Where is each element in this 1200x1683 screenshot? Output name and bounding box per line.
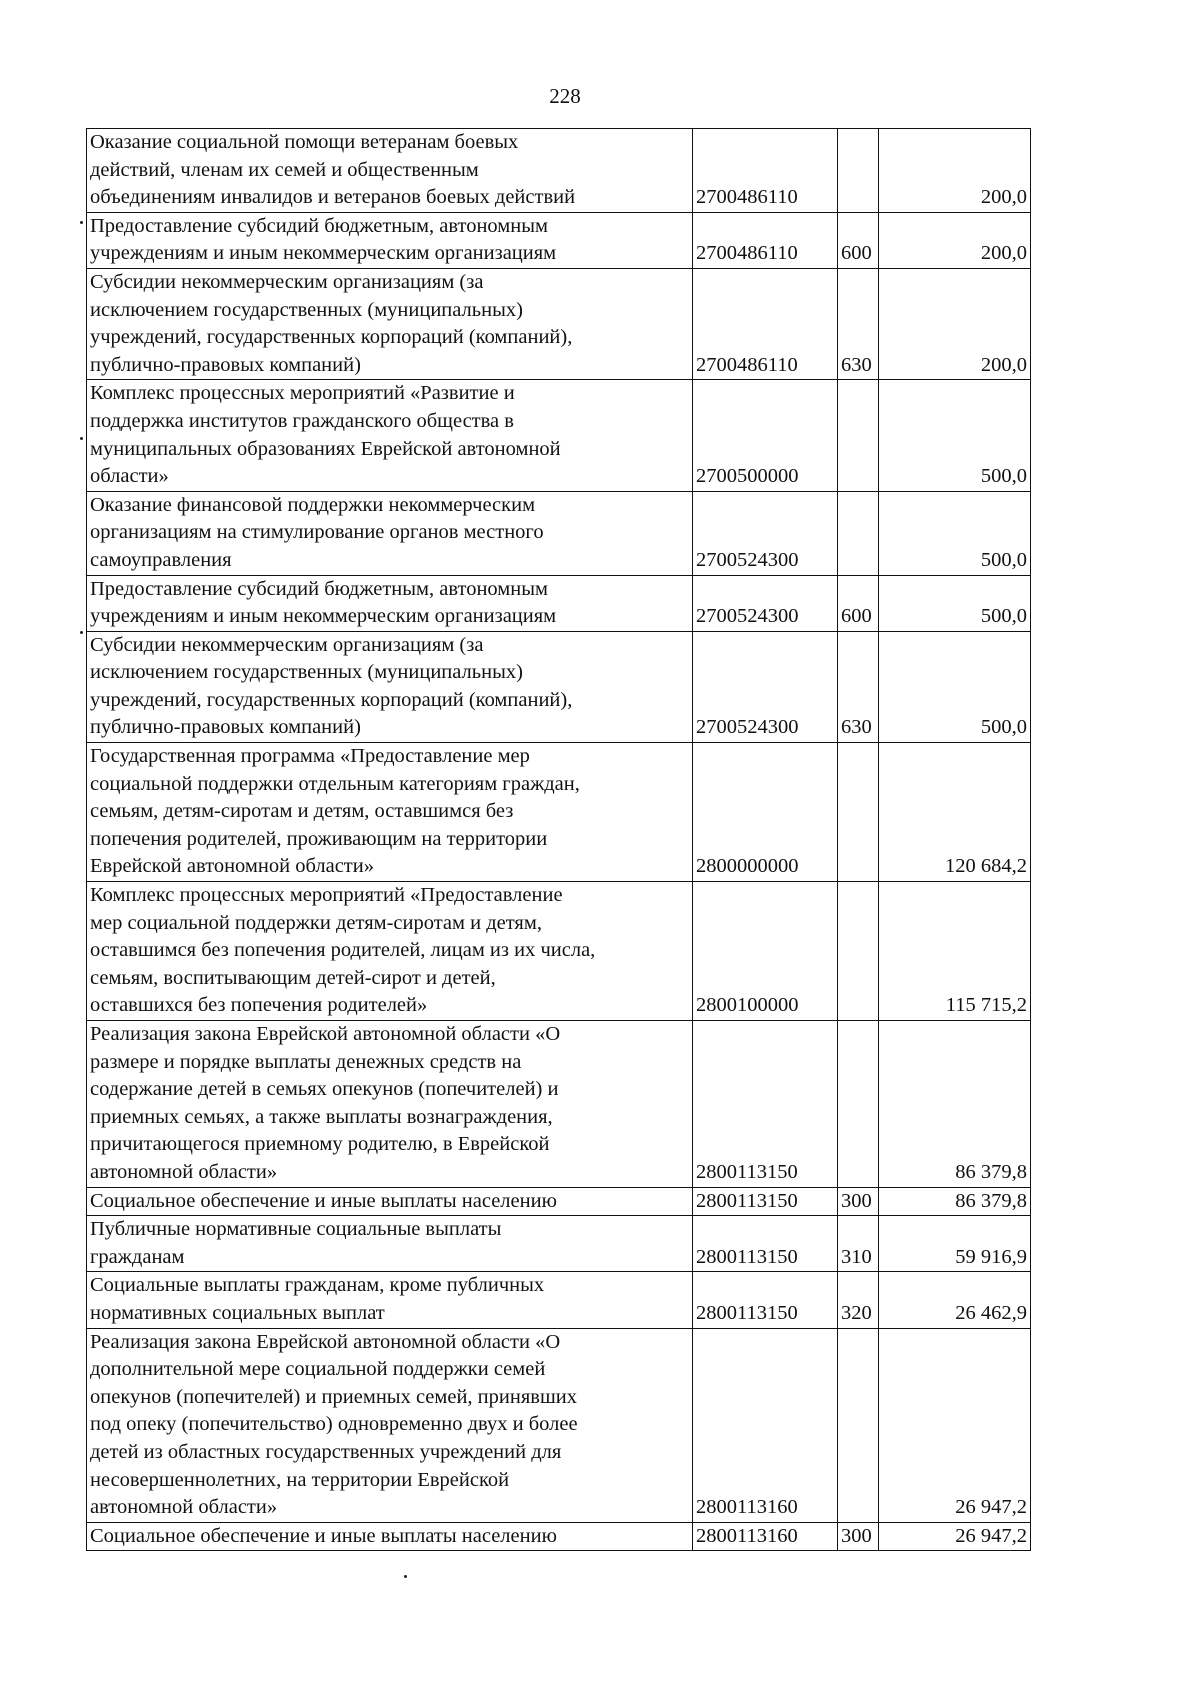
table-row: [87, 129, 1031, 213]
row-type-cell: [838, 1021, 879, 1188]
row-sum-cell: 120 684,2: [879, 743, 1031, 882]
row-sum-cell: 500,0: [879, 380, 1031, 491]
row-type-cell: 320: [838, 1272, 879, 1328]
scan-speck: [80, 221, 83, 224]
row-name-line: Предоставление субсидий бюджетным, автономным: [90, 214, 548, 237]
row-code-cell: 2700524300: [693, 575, 838, 631]
row-code-cell: 2800113160: [693, 1522, 838, 1551]
row-name-line: приемных семьях, а также выплаты вознаграждения,: [90, 1105, 553, 1128]
row-name-line: опекунов (попечителей) и приемных семей, принявших: [90, 1385, 577, 1408]
row-name-line: дополнительной мере социальной поддержки семей: [90, 1358, 546, 1381]
row-name-line: Оказание социальной помощи ветеранам боевых: [90, 131, 519, 153]
row-name-cell: [87, 882, 693, 1021]
row-sum-cell: 500,0: [879, 575, 1031, 631]
page-number: 228: [549, 84, 581, 108]
row-type-cell: 300: [838, 1187, 879, 1216]
row-code-cell: 2800000000: [693, 743, 838, 882]
row-type-cell: 630: [838, 631, 879, 742]
row-name-line: семьям, воспитывающим детей-сирот и детей,: [90, 966, 496, 989]
row-code-cell: 2800113150: [693, 1272, 838, 1328]
row-name-cell: [87, 1216, 693, 1272]
row-sum-cell: 115 715,2: [879, 882, 1031, 1021]
row-name-line: Реализация закона Еврейской автономной области «О: [90, 1330, 561, 1353]
table-row: [87, 575, 1031, 631]
row-name-line: детей из областных государственных учреждений для: [90, 1440, 562, 1463]
row-name-line: учреждений, государственных корпораций (компаний),: [90, 326, 573, 349]
row-name-line: Субсидии некоммерческим организациям (за: [90, 270, 484, 293]
table-row: [87, 1328, 1031, 1522]
scan-speck: [80, 631, 83, 634]
row-type-cell: 600: [838, 575, 879, 631]
row-type-cell: [838, 491, 879, 575]
row-sum-cell: 26 947,2: [879, 1328, 1031, 1522]
row-name-line: оставшихся без попечения родителей»: [90, 994, 428, 1017]
row-sum-cell: 26 462,9: [879, 1272, 1031, 1328]
row-name-line: учреждений, государственных корпораций (компаний),: [90, 688, 573, 711]
row-name-line: нормативных социальных выплат: [90, 1301, 385, 1324]
row-code-cell: 2800113150: [693, 1187, 838, 1216]
row-name-line: исключением государственных (муниципальных): [90, 298, 523, 321]
row-name-line: Предоставление субсидий бюджетным, автономным: [90, 577, 548, 600]
row-sum-cell: 500,0: [879, 631, 1031, 742]
row-sum-cell: 500,0: [879, 491, 1031, 575]
table-row: [87, 882, 1031, 1021]
row-name-line: Социальные выплаты гражданам, кроме публичных: [90, 1274, 545, 1297]
row-code-cell: 2700500000: [693, 380, 838, 491]
row-name-line: Публичные нормативные социальные выплаты: [90, 1218, 502, 1241]
row-name-cell: [87, 212, 693, 268]
scan-speck: [404, 1575, 407, 1578]
row-name-line: публично-правовых компаний): [90, 353, 361, 376]
row-sum-cell: 200,0: [879, 268, 1031, 379]
row-name-line: публично-правовых компаний): [90, 716, 361, 739]
row-name-cell: [87, 268, 693, 379]
row-type-cell: [838, 743, 879, 882]
row-name-line: Комплекс процессных мероприятий «Развитие и: [90, 382, 515, 405]
row-sum-cell: 26 947,2: [879, 1522, 1031, 1551]
row-code-cell: 2800100000: [693, 882, 838, 1021]
row-name-line: социальной поддержки отдельным категориям граждан,: [90, 772, 580, 795]
row-name-cell: [87, 1021, 693, 1188]
row-name-line: попечения родителей, проживающим на территории: [90, 827, 548, 850]
row-name-line: Реализация закона Еврейской автономной области «О: [90, 1023, 561, 1045]
row-name-cell: [87, 491, 693, 575]
row-name-line: Субсидии некоммерческим организациям (за: [90, 633, 484, 656]
row-name-line: содержание детей в семьях опекунов (попечителей) и: [90, 1078, 559, 1101]
row-name-cell: [87, 1328, 693, 1522]
row-code-cell: 2700486110: [693, 268, 838, 379]
row-sum-cell: 86 379,8: [879, 1187, 1031, 1216]
row-name-cell: [87, 380, 693, 491]
row-name-line: области»: [90, 465, 169, 488]
row-type-cell: [838, 129, 879, 213]
budget-table: [86, 128, 1031, 1551]
budget-table-body: [87, 129, 1031, 1551]
row-name-line: автономной области»: [90, 1496, 278, 1519]
row-name-cell: [87, 631, 693, 742]
row-name-cell: [87, 575, 693, 631]
row-type-cell: 300: [838, 1522, 879, 1551]
table-row: [87, 743, 1031, 882]
row-code-cell: 2800113160: [693, 1328, 838, 1522]
row-code-cell: 2700524300: [693, 491, 838, 575]
row-name-line: учреждениям и иным некоммерческим организациям: [90, 242, 557, 265]
table-row: [87, 491, 1031, 575]
row-name-cell: [87, 129, 693, 213]
row-name-cell: [87, 1272, 693, 1328]
table-row: [87, 212, 1031, 268]
row-type-cell: [838, 380, 879, 491]
row-name-cell: [87, 1187, 693, 1216]
row-name-line: Комплекс процессных мероприятий «Предоставление: [90, 884, 563, 907]
row-name-line: поддержка институтов гражданского общества в: [90, 409, 514, 432]
row-code-cell: 2700486110: [693, 129, 838, 213]
table-row: [87, 380, 1031, 491]
row-code-cell: 2700486110: [693, 212, 838, 268]
row-name-line: автономной области»: [90, 1160, 278, 1183]
row-name-line: причитающегося приемному родителю, в Еврейской: [90, 1133, 550, 1156]
row-code-cell: 2700524300: [693, 631, 838, 742]
row-sum-cell: 59 916,9: [879, 1216, 1031, 1272]
row-name-line: Социальное обеспечение и иные выплаты населению: [90, 1189, 557, 1212]
row-name-line: гражданам: [90, 1245, 185, 1268]
row-type-cell: 600: [838, 212, 879, 268]
row-name-line: исключением государственных (муниципальных): [90, 661, 523, 684]
row-type-cell: [838, 882, 879, 1021]
table-row: [87, 1522, 1031, 1551]
row-code-cell: 2800113150: [693, 1021, 838, 1188]
scan-speck: [80, 437, 83, 440]
row-name-line: объединениям инвалидов и ветеранов боевых действий: [90, 186, 576, 209]
row-name-line: оставшимся без попечения родителей, лицам из их числа,: [90, 939, 596, 962]
table-row: [87, 1021, 1031, 1188]
row-name-line: Оказание финансовой поддержки некоммерческим: [90, 493, 536, 516]
row-name-line: Государственная программа «Предоставление мер: [90, 745, 530, 768]
row-name-line: под опеку (попечительство) одновременно двух и более: [90, 1413, 578, 1436]
table-row: [87, 631, 1031, 742]
row-name-line: действий, членам их семей и общественным: [90, 158, 479, 181]
row-code-cell: 2800113150: [693, 1216, 838, 1272]
row-name-line: самоуправления: [90, 548, 232, 571]
table-row: [87, 1272, 1031, 1328]
row-name-line: мер социальной поддержки детям-сиротам и детям,: [90, 911, 542, 934]
row-name-line: размере и порядке выплаты денежных средств на: [90, 1050, 522, 1073]
table-row: [87, 1187, 1031, 1216]
row-name-cell: [87, 743, 693, 882]
row-name-line: муниципальных образованиях Еврейской автономной: [90, 437, 561, 460]
row-name-line: организациям на стимулирование органов местного: [90, 521, 544, 544]
row-type-cell: 630: [838, 268, 879, 379]
row-name-line: несовершеннолетних, на территории Еврейской: [90, 1468, 510, 1491]
row-name-line: семьям, детям-сиротам и детям, оставшимся без: [90, 800, 514, 823]
row-name-line: Еврейской автономной области»: [90, 855, 374, 878]
row-name-line: Социальное обеспечение и иные выплаты населению: [90, 1524, 557, 1547]
row-name-line: учреждениям и иным некоммерческим организациям: [90, 605, 557, 628]
row-name-cell: [87, 1522, 693, 1551]
table-row: [87, 1216, 1031, 1272]
row-type-cell: [838, 1328, 879, 1522]
row-sum-cell: 86 379,8: [879, 1021, 1031, 1188]
row-sum-cell: 200,0: [879, 129, 1031, 213]
row-sum-cell: 200,0: [879, 212, 1031, 268]
table-row: [87, 268, 1031, 379]
row-type-cell: 310: [838, 1216, 879, 1272]
